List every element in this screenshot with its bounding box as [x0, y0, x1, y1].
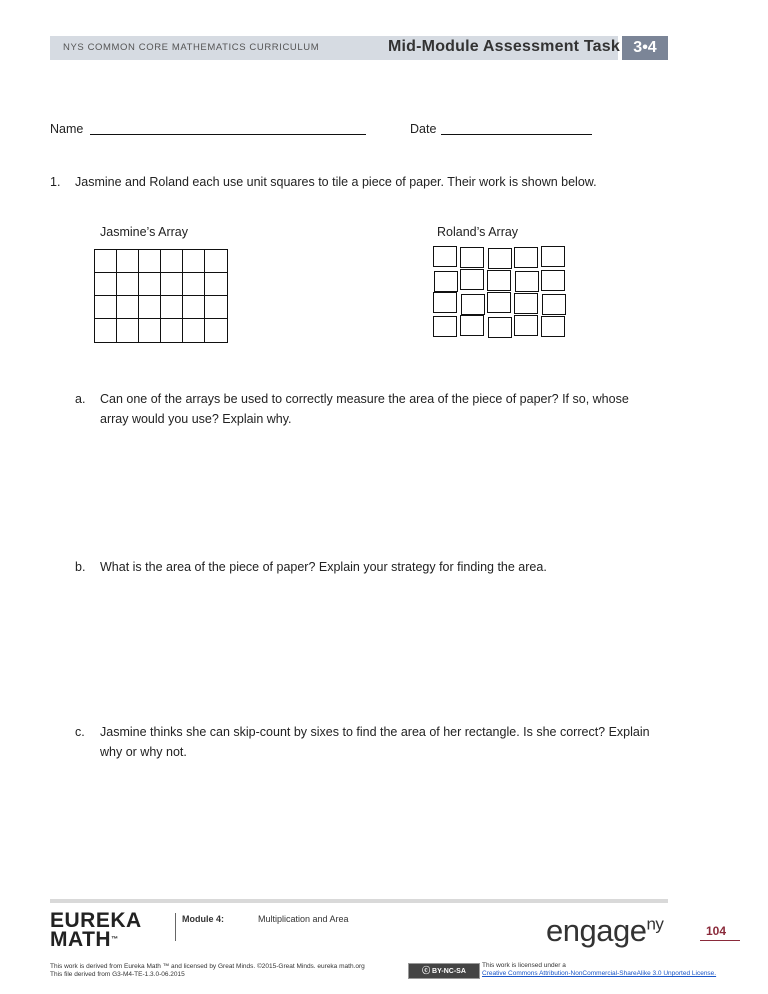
date-label: Date — [410, 122, 437, 136]
unit-square — [95, 296, 117, 319]
unit-square — [183, 296, 205, 319]
credit-text — [50, 963, 365, 979]
unit-square — [183, 250, 205, 273]
unit-square — [460, 247, 484, 268]
unit-square — [161, 273, 183, 296]
unit-square — [161, 296, 183, 319]
date-field[interactable] — [441, 134, 592, 135]
unit-square — [433, 316, 457, 337]
page-number-underline — [700, 940, 740, 941]
unit-square — [205, 319, 227, 342]
unit-square — [515, 271, 539, 292]
unit-square — [542, 294, 566, 315]
roland-array-label: Roland’s Array — [437, 225, 519, 239]
unit-square — [488, 248, 512, 269]
unit-square — [205, 250, 227, 273]
unit-square — [161, 250, 183, 273]
unit-square — [460, 315, 484, 336]
module-title: Multiplication and Area — [258, 914, 349, 924]
part-b-line1: What is the area of the piece of paper? Explain your strategy for finding the area. — [100, 560, 547, 574]
task-title: Mid-Module Assessment Task — [388, 38, 620, 55]
unit-square — [460, 269, 484, 290]
unit-square — [117, 250, 139, 273]
credit-line1: This work is derived from Eureka Math ™ and licensed by Great Minds. ©2015-Great Minds. eureka math.org — [50, 963, 365, 970]
unit-square — [139, 296, 161, 319]
unit-square — [95, 273, 117, 296]
page-number: 104 — [706, 924, 727, 938]
unit-square — [487, 292, 511, 313]
unit-square — [139, 250, 161, 273]
ny-text: ny — [646, 914, 664, 934]
logo-line2: MATH — [50, 928, 112, 951]
part-a-line2: array would you use? Explain why. — [100, 412, 292, 426]
curriculum-title: NYS COMMON CORE MATHEMATICS CURRICULUM — [63, 42, 320, 53]
logo-line1: EUREKA — [50, 909, 142, 932]
unit-square — [205, 273, 227, 296]
cc-license-badge — [408, 963, 480, 979]
unit-square — [183, 273, 205, 296]
jasmine-array-label: Jasmine’s Array — [100, 225, 188, 239]
engageny-logo — [546, 913, 663, 949]
name-field[interactable] — [90, 134, 366, 135]
unit-square — [541, 270, 565, 291]
unit-square — [487, 270, 511, 291]
part-b-letter: b. — [75, 560, 86, 574]
module-badge: 3•4 — [622, 36, 668, 60]
eureka-math-logo — [50, 911, 142, 949]
unit-square — [183, 319, 205, 342]
footer-bar — [50, 899, 668, 903]
unit-square — [433, 292, 457, 313]
unit-square — [161, 319, 183, 342]
part-a-line1: Can one of the arrays be used to correctly measure the area of the piece of paper? If so, whose — [100, 392, 629, 406]
part-c-line1: Jasmine thinks she can skip-count by sixes to find the area of her rectangle. Is she correct? Explain — [100, 725, 650, 739]
unit-square — [117, 319, 139, 342]
jasmine-array — [94, 249, 228, 343]
question-number: 1. — [50, 175, 61, 189]
part-c-line2: why or why not. — [100, 745, 187, 759]
license-line1: This work is licensed under a — [482, 962, 566, 969]
unit-square — [95, 319, 117, 342]
unit-square — [488, 317, 512, 338]
cc-icon: ⓒ — [422, 966, 431, 975]
unit-square — [433, 246, 457, 267]
cc-badge-text: BY-NC-SA — [432, 968, 466, 975]
unit-square — [541, 316, 565, 337]
unit-square — [514, 247, 538, 268]
question-prompt: Jasmine and Roland each use unit squares to tile a piece of paper. Their work is shown below. — [75, 175, 597, 189]
unit-square — [139, 273, 161, 296]
unit-square — [461, 294, 485, 315]
module-label: Module 4: — [182, 914, 224, 924]
license-text — [482, 962, 716, 978]
trademark: ™ — [111, 936, 119, 943]
license-link[interactable]: Creative Commons Attribution-NonCommercial-ShareAlike 3.0 Unported License. — [482, 970, 717, 977]
unit-square — [117, 273, 139, 296]
engage-text: engage — [546, 913, 647, 948]
roland-array — [432, 246, 566, 338]
unit-square — [117, 296, 139, 319]
name-label: Name — [50, 122, 84, 136]
part-a-letter: a. — [75, 392, 86, 406]
footer-divider — [175, 913, 176, 941]
credit-line2: This file derived from G3-M4-TE-1.3.0-06.2015 — [50, 971, 185, 978]
unit-square — [434, 271, 458, 292]
unit-square — [95, 250, 117, 273]
unit-square — [514, 315, 538, 336]
unit-square — [514, 293, 538, 314]
unit-square — [139, 319, 161, 342]
part-c-letter: c. — [75, 725, 85, 739]
unit-square — [541, 246, 565, 267]
unit-square — [205, 296, 227, 319]
